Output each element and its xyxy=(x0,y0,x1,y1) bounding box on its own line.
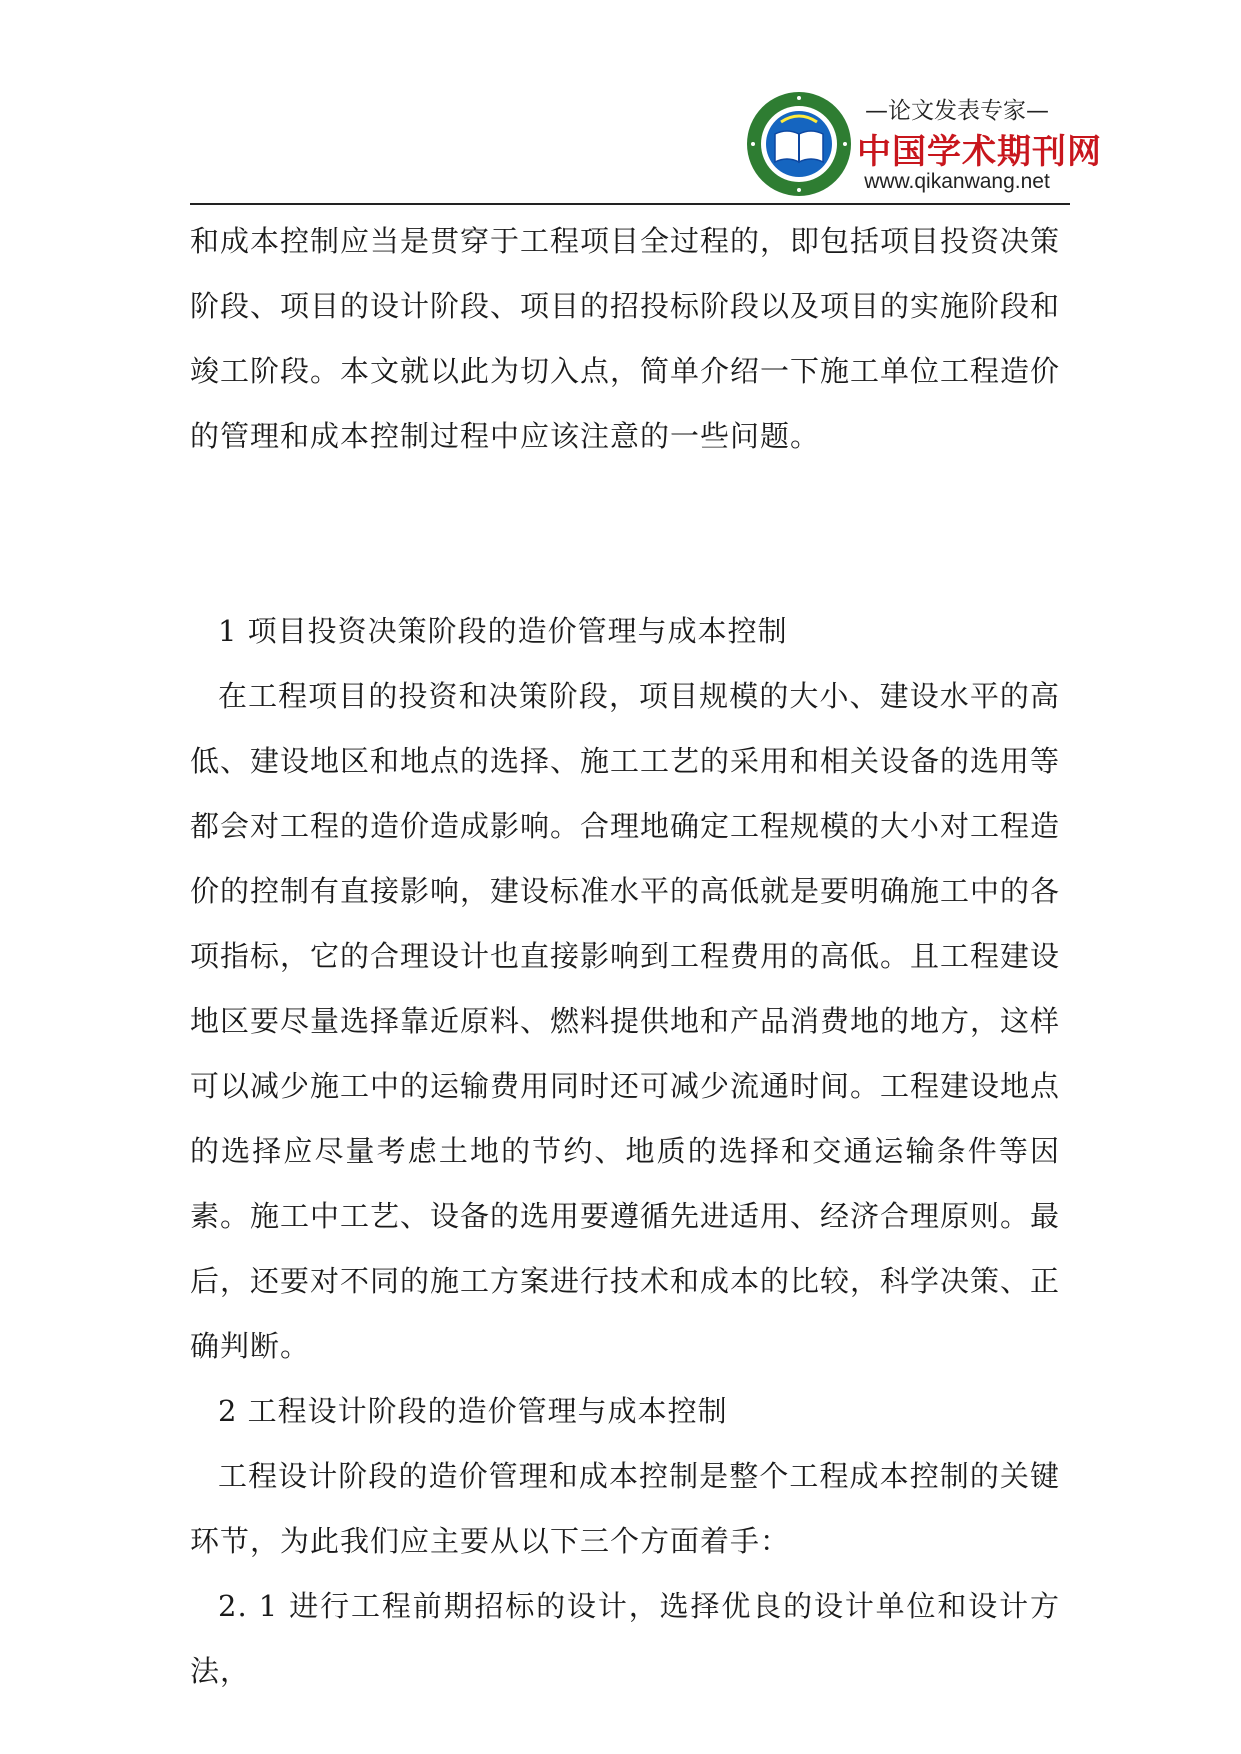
logo-site-name: 中国学术期刊网 xyxy=(857,132,1102,172)
logo-slogan: —论文发表专家— xyxy=(865,98,1049,124)
paragraph-spacer xyxy=(190,469,1060,599)
section-heading: 1 项目投资决策阶段的造价管理与成本控制 xyxy=(218,614,788,648)
header-divider xyxy=(190,203,1070,205)
paragraph: 在工程项目的投资和决策阶段，项目规模的大小、建设水平的高低、建设地区和地点的选择、施工工艺的采用和相关设备的选用等都会对工程的造价造成影响。合理地确定工程规模的大小对工程造价的控制有直接影响，建设标准水平的高低就是要明确施工中的各项指标，它的合理设计也直接影响到工程费用的高低。且工程建设地区要尽量选择靠近原料、燃料提供地和产品消费地的地方，这样可以减少施工中的运输费用同时还可减少流通时间。工程建设地点的选择应尽量考虑土地的节约、地质的选择和交通运输条件等因素。施工中工艺、设备的选用要遵循先进适用、经济合理原则。最后，还要对不同的施工方案进行技术和成本的比较，科学决策、正确判断。 xyxy=(190,679,1061,1363)
qikanwang-logo xyxy=(745,86,1102,200)
paragraph: 工程设计阶段的造价管理和成本控制是整个工程成本控制的关键环节，为此我们应主要从以下三个方面着手： xyxy=(190,1459,1060,1558)
section-heading: 2 工程设计阶段的造价管理与成本控制 xyxy=(218,1394,728,1428)
paragraph: 和成本控制应当是贯穿于工程项目全过程的，即包括项目投资决策阶段、项目的设计阶段、项目的招投标阶段以及项目的实施阶段和竣工阶段。本文就以此为切入点，简单介绍一下施工单位工程造价的管理和成本控制过程中应该注意的一些问题。 xyxy=(190,224,1061,453)
document-body xyxy=(190,209,1060,1704)
logo-text-block xyxy=(857,86,1102,200)
logo-site-url: www.qikanwang.net xyxy=(864,170,1050,193)
subsection-paragraph: 2. 1 进行工程前期招标的设计，选择优良的设计单位和设计方法， xyxy=(190,1589,1060,1688)
page-header xyxy=(190,80,1102,205)
seal-icon xyxy=(745,90,853,198)
